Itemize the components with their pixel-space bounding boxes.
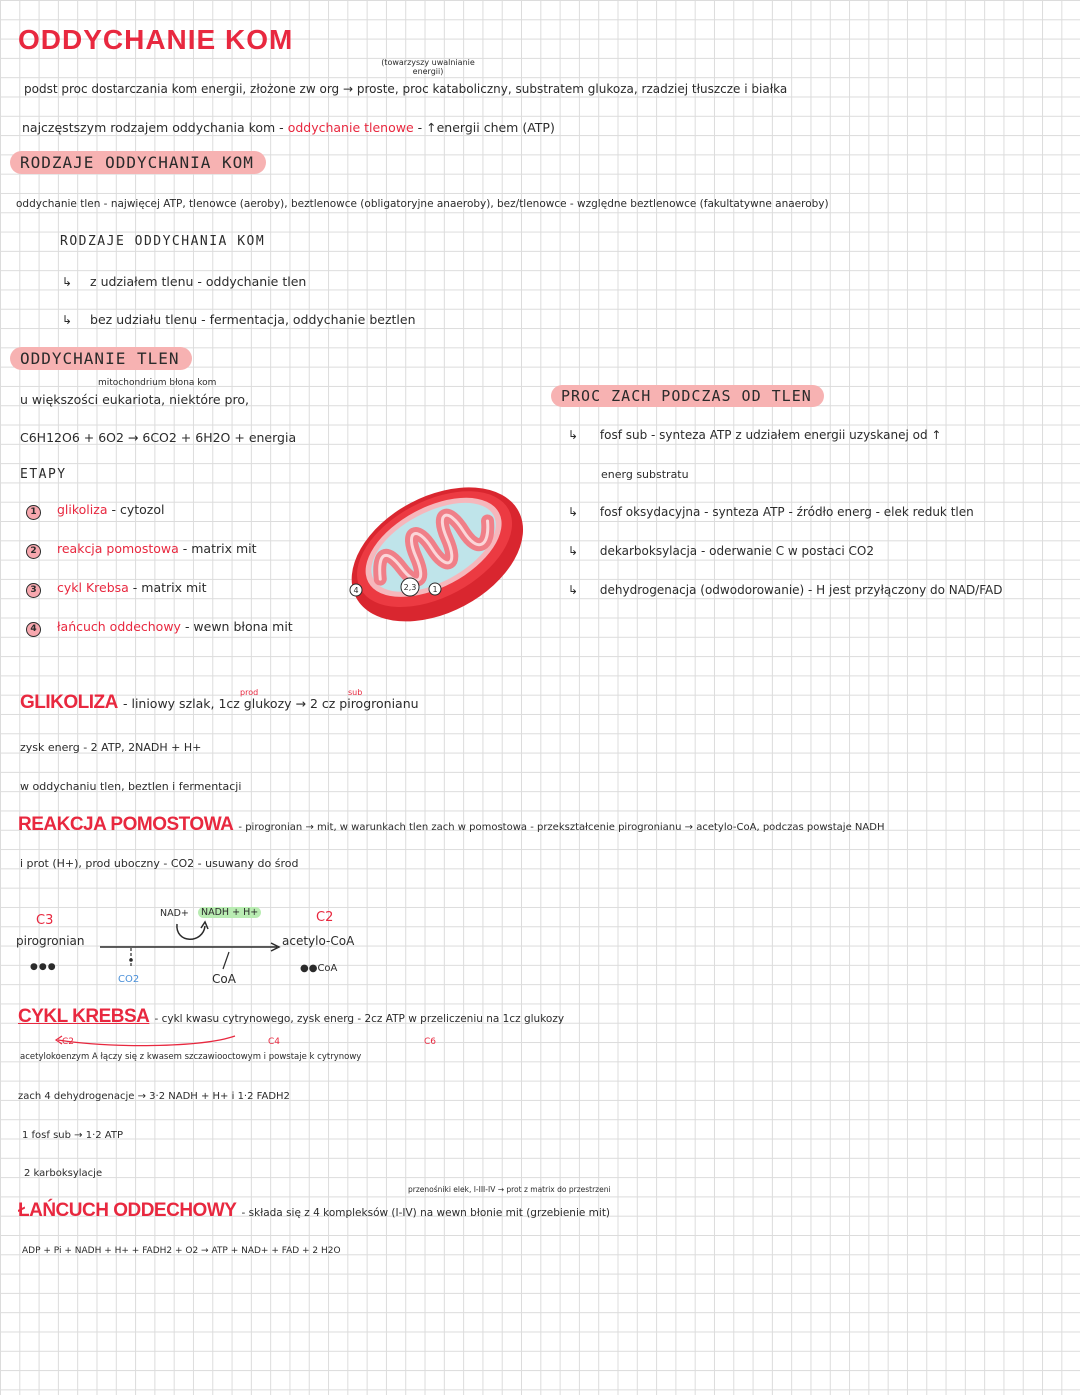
krebs-c2: C2 [62,1037,75,1047]
etap-name: reakcja pomostowa [56,541,179,556]
rodzaje-item [62,274,306,289]
arrow-icon: ↳ [62,313,73,327]
intro-note: (towarzyszy uwalnianie energii) [381,58,475,76]
proc-item-text: dehydrogenacja (odwodorowanie) - H jest przyłączony do NAD/FAD [599,583,1003,597]
lancuch-equation: ADP + Pi + NADH + H+ + FADH2 + O2 → ATP + NAD+ + FAD + 2 H2O [22,1246,341,1256]
intro-line-1: podst proc dostarczania kom energii, złożone zw org → proste, proc kataboliczny, substratem glukoza, rzadziej tłuszcze i białka [24,82,788,96]
diagram-co2: CO2 [118,974,140,985]
krebs-c6: C6 [424,1037,437,1047]
proc-item-text: fosf oksydacyjna - synteza ATP - źródło energ - elek reduk tlen [599,505,974,519]
proc-item [568,583,1002,597]
krebs-curve-arrow [50,1032,240,1048]
arrow-icon: ↳ [62,275,73,289]
krebs-desc: - cykl kwasu cytrynowego, zysk energ - 2cz ATP w przeliczeniu na 1cz glukozy [154,1013,565,1025]
step-number-icon: 3 [26,583,41,598]
diagram-pirogronian: pirogronian [16,934,85,948]
krebs-c4: C4 [268,1037,281,1047]
mito-label-text: 4 [353,586,359,595]
diagram-coa: CoA [212,972,236,986]
proc-item [568,428,941,442]
proc-item-text: fosf sub - synteza ATP z udziałem energii uzyskanej od ↑ [599,428,942,442]
krebs-line-3: zach 4 dehydrogenacje → 3·2 NADH + H+ i 1·2 FADH2 [18,1091,290,1102]
rodzaje-subheading: RODZAJE ODDYCHANIA KOM [60,234,266,249]
etap-item [26,541,257,559]
step-number-icon: 2 [26,544,41,559]
pomostowa-heading: REAKCJA POMOSTOWA [18,814,234,835]
step-number-icon: 4 [26,622,41,637]
coa-arrow [223,952,229,969]
tlen-note: mitochondrium błona kom [98,378,217,388]
lancuch-heading: ŁAŃCUCH ODDECHOWY [18,1200,237,1221]
glikoliza-line-1 [20,692,419,714]
tlen-heading: ODDYCHANIE TLEN [10,347,192,370]
rodzaje-item-text: z udziałem tlenu - oddychanie tlen [90,274,307,289]
nad-curve [177,924,205,939]
tlen-line-1: u większości eukariota, niektóre pro, [20,392,249,407]
etap-location: - wewn błona mit [184,619,293,634]
rodzaje-heading: RODZAJE ODDYCHANIA KOM [10,151,266,174]
proc-item [568,505,974,519]
arrow-icon: ↳ [568,583,579,597]
mito-label-text: 1 [432,585,438,594]
proc-heading: PROC ZACH PODCZAS OD TLEN [551,385,824,407]
arrow-icon: ↳ [568,505,579,519]
etap-location: - cytozol [111,502,165,517]
pomostowa-desc: - pirogronian → mit, w warunkach tlen zach w pomostowa - przekształcenie pirogronianu → acetylo-CoA, podczas powstaje NADH [238,822,885,833]
proc-item [568,544,874,558]
diagram-pirogronian-dots: ●●● [30,962,57,972]
diagram-c2-label: C2 [316,910,334,925]
rodzaje-item-text: bez udziału tlenu - fermentacja, oddychanie beztlen [90,312,416,327]
krebs-line-2: acetylokoenzym A łączy się z kwasem szczawiooctowym i powstaje k cytrynowy [20,1052,362,1062]
proc-item-text: dekarboksylacja - oderwanie C w postaci CO2 [599,544,874,558]
mitochondrion-illustration [335,455,535,645]
krebs-line-5: 2 karboksylacje [24,1168,103,1179]
intro-line-2 [22,120,555,135]
krebs-heading: CYKL KREBSA [18,1006,150,1027]
diagram-nadh-text: NADH + H+ [198,907,261,918]
etap-item [26,580,207,598]
glikoliza-line-2: zysk energ - 2 ATP, 2NADH + H+ [20,741,202,754]
page-title: ODDYCHANIE KOM [18,24,294,55]
glikoliza-desc: - liniowy szlak, 1cz glukozy → 2 cz pirogronianu [122,696,419,711]
tlen-equation: C6H12O6 + 6O2 → 6CO2 + 6H2O + energia [20,430,297,445]
krebs-line-4: 1 fosf sub → 1·2 ATP [22,1130,124,1141]
diagram-c3-label: C3 [36,913,54,928]
step-number-icon: 1 [26,505,41,520]
glikoliza-heading: GLIKOLIZA [20,692,118,713]
lancuch-line-1 [18,1200,610,1222]
etap-name: glikoliza [56,502,108,517]
arrow-icon: ↳ [568,544,579,558]
intro-line-2-post: - ↑energii chem (ATP) [417,120,555,135]
diagram-nad: NAD+ [160,908,189,919]
glikoliza-note-sub: sub [348,688,363,697]
arrow-icon: ↳ [568,428,579,442]
lancuch-note: przenośniki elek, I-III-IV → prot z matrix do przestrzeni [408,1185,611,1194]
etapy-label: ETAPY [20,467,67,482]
etap-location: - matrix mit [132,580,207,595]
mito-label-text: 2,3 [403,583,417,592]
diagram-acetylo-dots: ●●CoA [300,963,338,974]
etap-item [26,619,293,637]
intro-line-2-pre: najczęstszym rodzajem oddychania kom - [22,120,284,135]
etap-name: łańcuch oddechowy [56,619,181,634]
pomostowa-arrow-diagram [95,914,285,976]
pomostowa-line-2: i prot (H+), prod uboczny - CO2 - usuwany do środ [20,857,299,870]
rodzaje-line: oddychanie tlen - najwięcej ATP, tlenowce (aeroby), beztlenowce (obligatoryjne anaeroby), bez/tlenowce - względne beztlenowce (fakultatywne anaeroby) [16,198,829,210]
glikoliza-line-3: w oddychaniu tlen, beztlen i fermentacji [20,780,242,793]
pomostowa-line-1 [18,814,884,836]
diagram-acetylo-coa: acetylo-CoA [282,934,355,948]
rodzaje-item [62,312,416,327]
krebs-line-1 [18,1006,564,1028]
proc-item-continuation: energ substratu [601,468,689,481]
etap-item [26,502,164,520]
etap-name: cykl Krebsa [56,580,129,595]
glikoliza-note-prod: prod [240,688,259,697]
etap-location: - matrix mit [182,541,257,556]
lancuch-desc: - składa się z 4 kompleksów (I-IV) na wewn błonie mit (grzebienie mit) [241,1207,611,1219]
intro-line-2-highlight: oddychanie tlenowe [287,120,414,135]
